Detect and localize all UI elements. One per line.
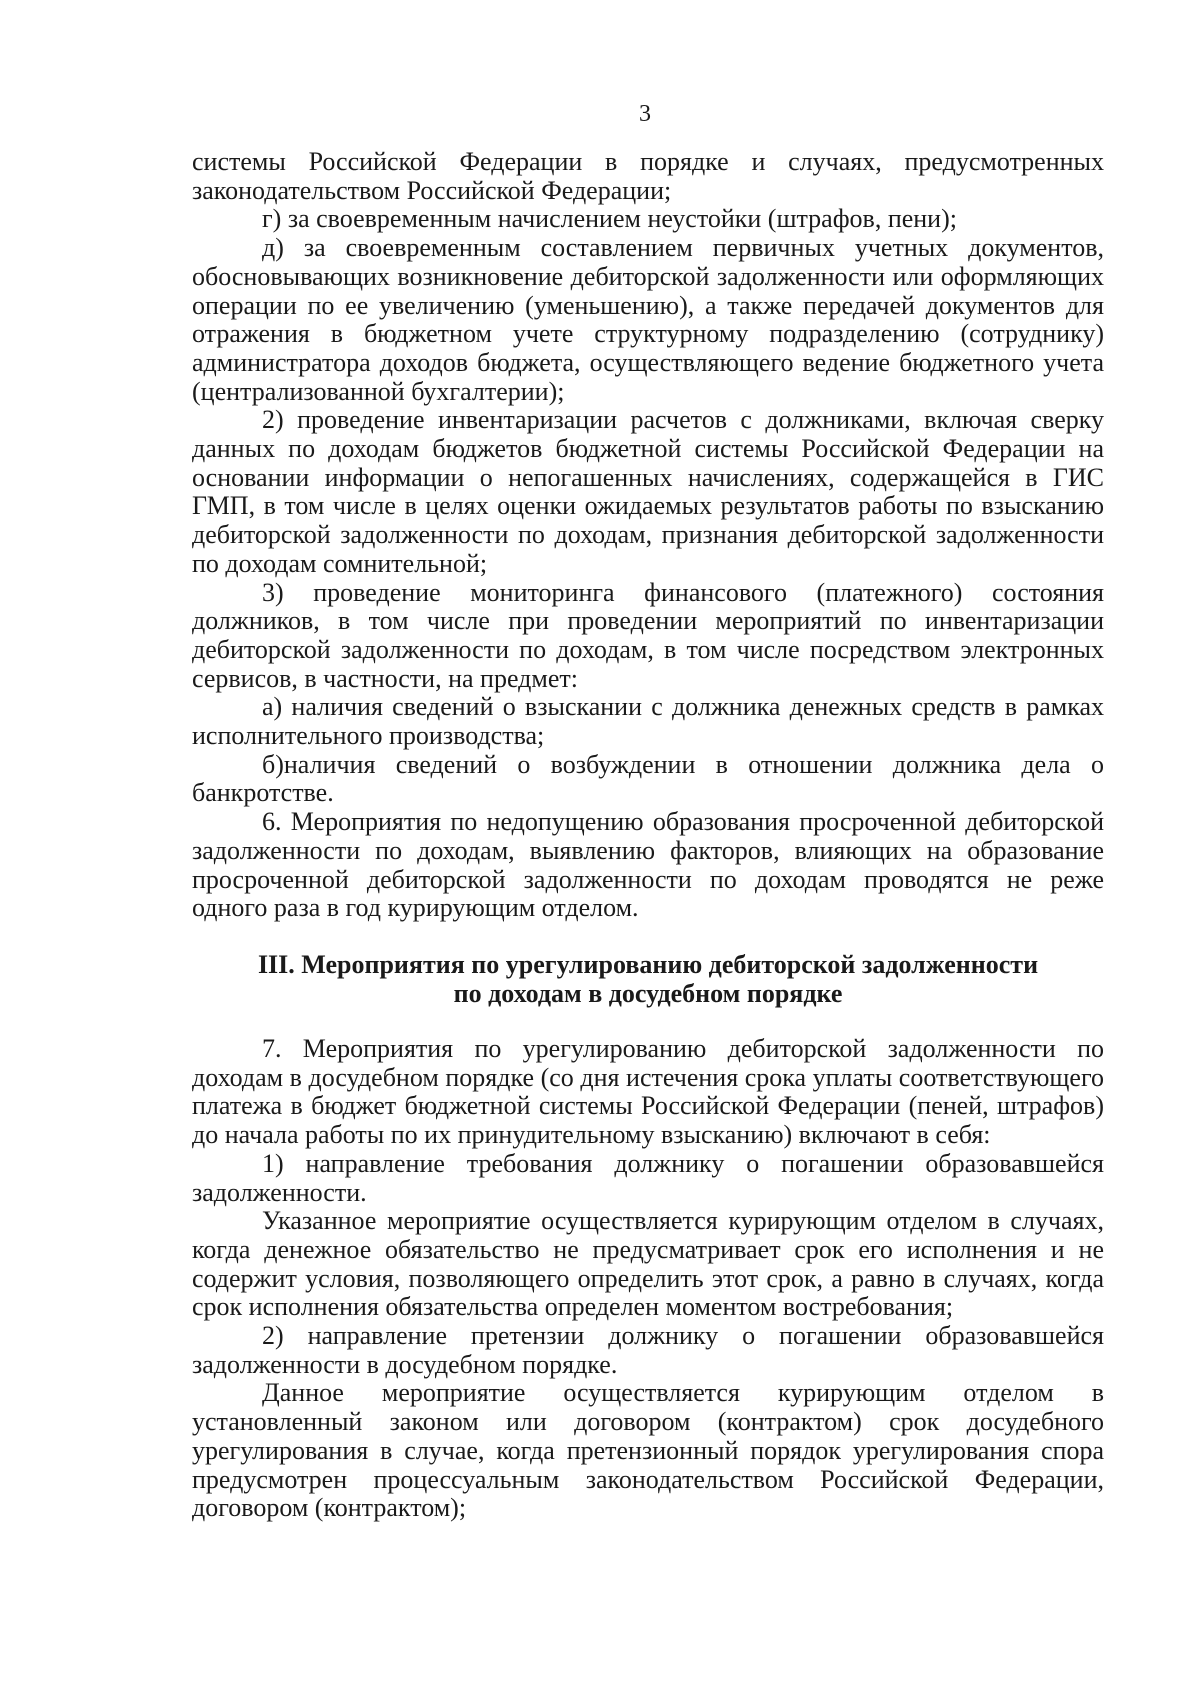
- section-heading-line-2: по доходам в досудебном порядке: [453, 978, 843, 1008]
- paragraph: г) за своевременным начислением неустойки (штрафов, пени);: [262, 204, 957, 234]
- paragraph: 7. Мероприятия по урегулированию дебиторской задолженности по доходам в досудебном порядке (со дня истечения срока уплаты соответствующего платежа в бюджет бюджетной системы Российской Федерации (пеней, штрафов) до начала работы по их принудительному взысканию) включают в себя:: [192, 1033, 1104, 1150]
- section-heading-line-1: III. Мероприятия по урегулированию дебиторской задолженности: [257, 949, 1039, 979]
- paragraph: б)наличия сведений о возбуждении в отношении должника дела о банкротстве.: [192, 749, 1104, 808]
- paragraph: 2) направление претензии должнику о погашении образовавшейся задолженности в досудебном порядке.: [192, 1321, 1104, 1379]
- section-heading: [192, 950, 1104, 1008]
- paragraph: д) за своевременным составлением первичных учетных документов, обосновывающих возникновение дебиторской задолженности или оформляющих операции по ее увеличению (уменьшению), а также передачей документов для отражения в бюджетном учете структурному подразделению (сотруднику) администратора доходов бюджета, осуществляющего ведение бюджетного учета (централизованной бухгалтерии);: [192, 233, 1104, 406]
- page-number: 3: [639, 101, 651, 127]
- paragraph: 2) проведение инвентаризации расчетов с должниками, включая сверку данных по доходам бюджетов бюджетной системы Российской Федерации на основании информации о непогашенных начислениях, содержащейся в ГИС ГМП, в том числе в целях оценки ожидаемых результатов работы по взысканию дебиторской задолженности по доходам, признания дебиторской задолженности по доходам сомнительной;: [192, 405, 1104, 578]
- paragraph: а) наличия сведений о взыскании с должника денежных средств в рамках исполнительного производства;: [192, 692, 1104, 751]
- paragraph: 6. Мероприятия по недопущению образования просроченной дебиторской задолженности по доходам, выявлению факторов, влияющих на образование просроченной дебиторской задолженности по доходам проводятся не реже одного раза в год курирующим отделом.: [192, 807, 1104, 923]
- paragraph: системы Российской Федерации в порядке и случаях, предусмотренных законодательством Российской Федерации;: [192, 147, 1104, 205]
- paragraph: 3) проведение мониторинга финансового (платежного) состояния должников, в том числе при проведении мероприятий по инвентаризации дебиторской задолженности по доходам, в том числе посредством электронных сервисов, в частности, на предмет:: [192, 577, 1104, 693]
- paragraphs-top: [192, 148, 1104, 923]
- paragraphs-bottom: [192, 1035, 1104, 1523]
- paragraph: Указанное мероприятие осуществляется курирующим отделом в случаях, когда денежное обязательство не предусматривает срок его исполнения и не содержит условия, позволяющего определить этот срок, а равно в случаях, когда срок исполнения обязательства определен моментом востребования;: [192, 1206, 1104, 1322]
- paragraph: Данное мероприятие осуществляется курирующим отделом в установленный законом или договором (контрактом) срок досудебного урегулирования в случае, когда претензионный порядок урегулирования спора предусмотрен процессуальным законодательством Российской Федерации, договором (контрактом);: [192, 1378, 1104, 1523]
- document-body: [192, 148, 1104, 1523]
- paragraph: 1) направление требования должнику о погашении образовавшейся задолженности.: [192, 1148, 1104, 1207]
